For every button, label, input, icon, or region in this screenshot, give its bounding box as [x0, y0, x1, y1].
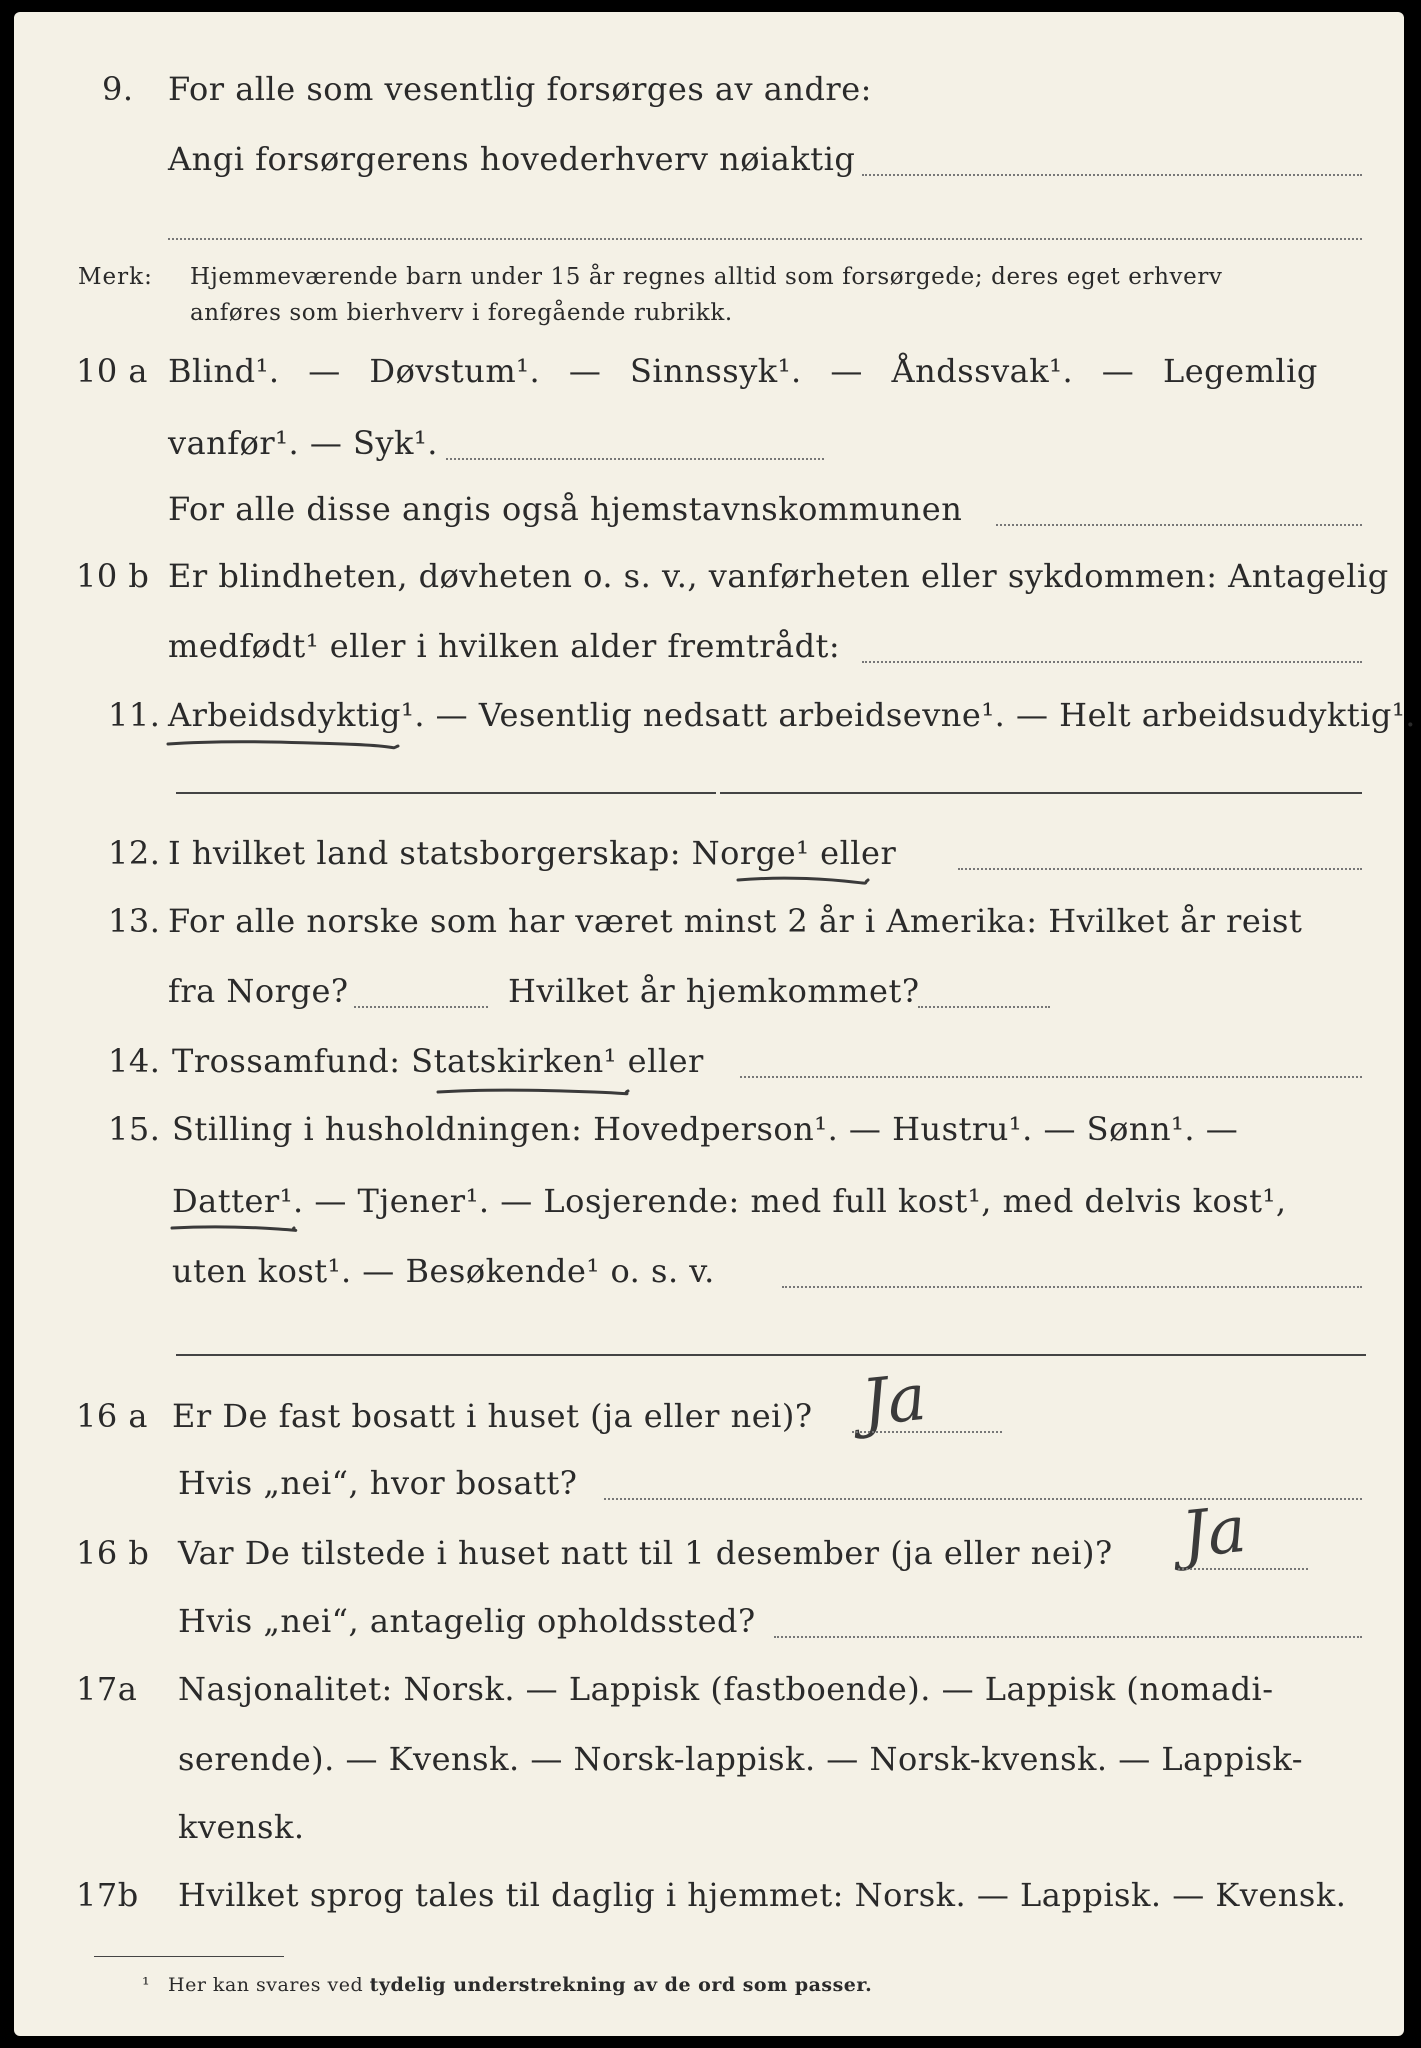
q10a-text-3: For alle disse angis også hjemstavnskommunen [168, 490, 963, 528]
q17a-text-3: kvensk. [178, 1808, 305, 1846]
census-form-page [14, 12, 1416, 2036]
q12-post: eller [809, 834, 897, 872]
q13-hjemkommet-field[interactable] [918, 1006, 1050, 1008]
q16b-answer-field[interactable] [1178, 1568, 1308, 1570]
q9-text-1: For alle som vesentlig forsørges av andre: [168, 70, 872, 108]
q17a-number: 17a [76, 1670, 138, 1708]
q11-answer-rule-1[interactable] [176, 792, 716, 794]
q11-text [168, 696, 1416, 734]
q15-option-datter[interactable]: Datter¹. [172, 1182, 304, 1220]
q12-text [168, 834, 896, 872]
q16b-handwritten-answer: Ja [1178, 1492, 1250, 1574]
q10a-text-2: vanfør¹. — Syk¹. [168, 424, 438, 462]
q11-answer-rule-2[interactable] [720, 792, 1362, 794]
q11-number: 11. [108, 696, 161, 734]
q11-underline-mark [164, 734, 404, 758]
q12-pre: I hvilket land statsborgerskap: [168, 834, 692, 872]
q14-text [172, 1042, 704, 1080]
q16a-text-1: Er De fast bosatt i huset (ja eller nei)? [172, 1397, 813, 1435]
q12-underline-mark [734, 872, 874, 892]
q15-text-1: Stilling i husholdningen: Hovedperson¹. — Hustru¹. — Sønn¹. — [172, 1110, 1239, 1148]
q12-answer-field[interactable] [958, 868, 1362, 870]
note-label: Merk: [78, 264, 153, 290]
q10b-text-1: Er blindheten, døvheten o. s. v., vanførheten eller sykdommen: Antagelig [168, 557, 1389, 595]
q15-answer-field[interactable] [782, 1286, 1362, 1288]
q13-text-2a: fra Norge? [168, 972, 349, 1010]
q14-option-statskirken[interactable]: Statskirken¹ [411, 1042, 617, 1080]
q15-text-3: uten kost¹. — Besøkende¹ o. s. v. [172, 1252, 715, 1290]
q9-text-2: Angi forsørgerens hovederhverv nøiaktig [168, 140, 856, 178]
q15-answer-rule[interactable] [176, 1354, 1366, 1356]
q16a-number: 16 a [76, 1397, 148, 1435]
q16b-number: 16 b [76, 1534, 150, 1572]
q14-post: eller [617, 1042, 704, 1080]
q16b-text-2: Hvis „nei“, antagelig opholdssted? [178, 1602, 756, 1640]
q10a-text-1: Blind¹. — Døvstum¹. — Sinnssyk¹. — Åndssvak¹. — Legemlig [168, 352, 1318, 390]
q17b-text-1: Hvilket sprog tales til daglig i hjemmet: Norsk. — Lappisk. — Kvensk. [178, 1876, 1347, 1914]
q10a-answer-field[interactable] [446, 458, 824, 460]
q13-number: 13. [108, 902, 161, 940]
q13-text-2b: Hvilket år hjemkommet? [508, 972, 920, 1010]
q16a-handwritten-answer: Ja [858, 1360, 930, 1442]
q12-option-norge[interactable]: Norge¹ [691, 834, 810, 872]
q16a-bosatt-field[interactable] [604, 1498, 1362, 1500]
q10a-number: 10 a [76, 352, 148, 390]
q14-number: 14. [108, 1042, 161, 1080]
note-text-1: Hjemmeværende barn under 15 år regnes alltid som forsørgede; deres eget erhverv [190, 264, 1223, 290]
q11-rest: — Vesentlig nedsatt arbeidsevne¹. — Helt arbeidsudyktig¹. [425, 696, 1416, 734]
q17b-number: 17b [76, 1876, 139, 1914]
q13-text-1: For alle norske som har været minst 2 år i Amerika: Hvilket år reist [168, 902, 1303, 940]
footnote-pre: Her kan svares ved [168, 1974, 370, 1996]
q9-answer-field-2[interactable] [168, 238, 1362, 240]
q16a-answer-field[interactable] [852, 1431, 1002, 1433]
q17a-text-1: Nasjonalitet: Norsk. — Lappisk (fastboende). — Lappisk (nomadi- [178, 1670, 1274, 1708]
q16b-text-1: Var De tilstede i huset natt til 1 desember (ja eller nei)? [178, 1534, 1113, 1572]
q15-text-2 [172, 1182, 1287, 1220]
q14-underline-mark [434, 1082, 634, 1104]
q10b-number: 10 b [76, 557, 150, 595]
note-text-2: anføres som bierhverv i foregående rubrikk. [190, 300, 733, 326]
q16b-opholdssted-field[interactable] [774, 1636, 1362, 1638]
footnote-bold: tydelig understrekning av de ord som passer. [369, 1974, 873, 1996]
q15-rest: — Tjener¹. — Losjerende: med full kost¹, med delvis kost¹, [303, 1182, 1287, 1220]
q10a-kommune-field[interactable] [996, 524, 1362, 526]
q9-number: 9. [102, 70, 134, 108]
q10b-text-2: medfødt¹ eller i hvilken alder fremtrådt: [168, 627, 841, 665]
q14-pre: Trossamfund: [172, 1042, 412, 1080]
q12-number: 12. [108, 834, 161, 872]
q16a-text-2: Hvis „nei“, hvor bosatt? [178, 1464, 578, 1502]
q13-reist-field[interactable] [354, 1006, 488, 1008]
q10b-answer-field[interactable] [862, 661, 1362, 663]
q17a-text-2: serende). — Kvensk. — Norsk-lappisk. — Norsk-kvensk. — Lappisk- [178, 1740, 1304, 1778]
q14-answer-field[interactable] [740, 1076, 1362, 1078]
footnote-separator [94, 1956, 284, 1957]
q9-answer-field[interactable] [862, 174, 1362, 176]
footnote-mark: ¹ [142, 1974, 151, 1996]
q11-option-arbeidsdyktig[interactable]: Arbeidsdyktig¹. [168, 696, 425, 734]
q15-number: 15. [108, 1110, 161, 1148]
footnote-text [168, 1974, 872, 1996]
q15-underline-mark [168, 1220, 298, 1240]
